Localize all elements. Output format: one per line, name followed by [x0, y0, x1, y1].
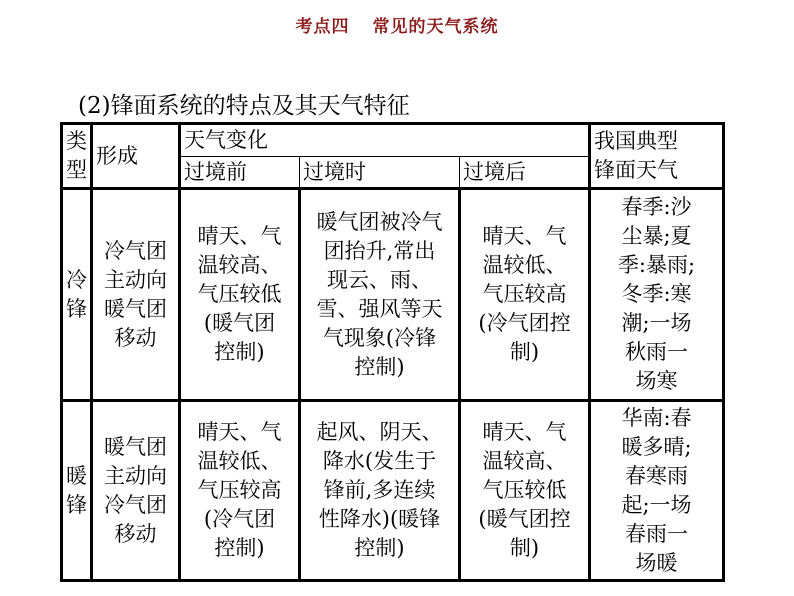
warm-front-typical: 华南:春 暖多晴; 春寒雨 起;一场 春雨一 场暖 — [590, 401, 724, 581]
cold-front-before: 晴天、气 温较高、 气压较低 (暖气团 控制) — [180, 189, 300, 401]
header-topic: 常见的天气系统 — [372, 17, 499, 37]
header-during-cell: 过境时 — [300, 157, 460, 189]
page-header — [0, 12, 794, 37]
cold-front-typical: 春季:沙 尘暴;夏 季:暴雨; 冬季:寒 潮;一场 秋雨一 场寒 — [590, 189, 724, 401]
section-title: (2)锋面系统的特点及其天气特征 — [78, 93, 410, 119]
warm-front-name: 暖 锋 — [62, 401, 92, 581]
cold-front-row — [62, 189, 724, 401]
header-before-cell: 过境前 — [180, 157, 300, 189]
header-formation-cell: 形成 — [92, 124, 180, 189]
header-type-cell: 类 型 — [62, 124, 92, 189]
header-typical-cell: 我国典型 锋面天气 — [590, 124, 724, 189]
header-after-cell: 过境后 — [460, 157, 590, 189]
table-header-row — [62, 124, 724, 157]
cold-front-formation: 冷气团 主动向 暖气团 移动 — [92, 189, 180, 401]
header-weather-change-cell: 天气变化 — [180, 124, 590, 157]
warm-front-after: 晴天、气 温较高、 气压较低 (暖气团控 制) — [460, 401, 590, 581]
warm-front-before: 晴天、气 温较低、 气压较高 (冷气团 控制) — [180, 401, 300, 581]
cold-front-name: 冷 锋 — [62, 189, 92, 401]
header-section: 考点四 — [295, 17, 350, 37]
front-systems-table — [60, 122, 725, 582]
warm-front-formation: 暖气团 主动向 冷气团 移动 — [92, 401, 180, 581]
warm-front-during: 起风、阴天、 降水(发生于 锋前,多连续 性降水)(暖锋 控制) — [300, 401, 460, 581]
warm-front-row — [62, 401, 724, 581]
cold-front-during: 暖气团被冷气 团抬升,常出 现云、雨、 雪、强风等天 气现象(冷锋 控制) — [300, 189, 460, 401]
cold-front-after: 晴天、气 温较低、 气压较高 (冷气团控 制) — [460, 189, 590, 401]
